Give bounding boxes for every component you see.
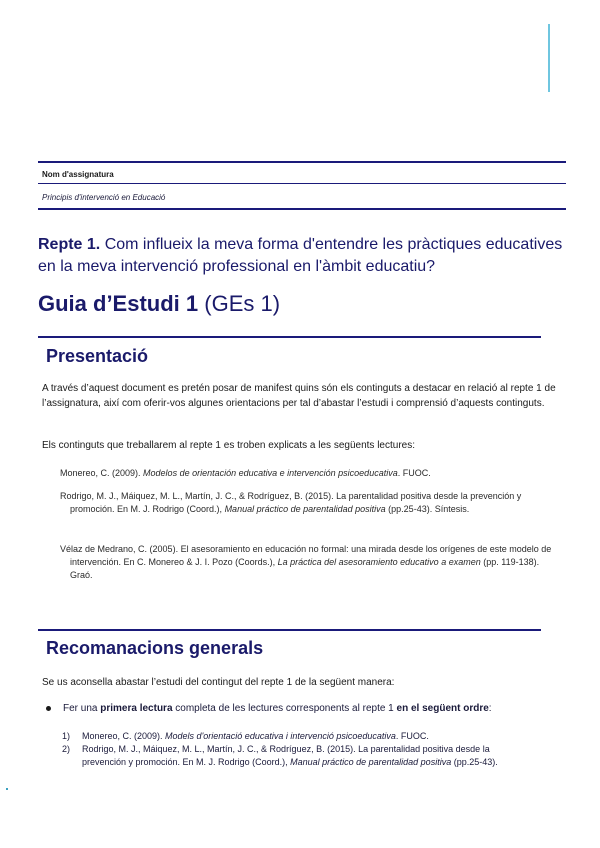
reference-title: Manual práctico de parentalidad positiva: [224, 504, 386, 514]
recommendations-intro: Se us aconsella abastar l’estudi del contingut del repte 1 de la següent manera:: [42, 677, 395, 688]
reference-text: Monereo, C. (2009).: [60, 468, 144, 478]
accent-bar: [548, 24, 550, 92]
reference-item: [60, 490, 554, 516]
bullet-text: completa de les lectures corresponents al repte 1: [172, 703, 397, 714]
ordered-text: (pp.25-43).: [451, 757, 498, 767]
ordered-text: Rodrigo, M. J., Máiquez, M. L., Martín, J. C., & Rodríguez, B. (2015). La parentalidad positiva desde la: [82, 744, 490, 754]
bullet-emphasis: en el següent ordre: [396, 703, 489, 714]
challenge-heading: [38, 234, 568, 278]
header-rule-bottom: [38, 208, 566, 210]
reference-title: Modelos de orientación educativa e intervención psicoeducativa: [143, 468, 398, 478]
reference-title: La práctica del asesoramiento educativo a examen: [277, 557, 481, 567]
guide-title-bold: Guia d’Estudi 1: [38, 291, 199, 316]
ordered-item: [62, 730, 562, 743]
header-rule-top: [38, 161, 566, 163]
reference-item: [60, 467, 550, 480]
presentation-lead: Els continguts que treballarem al repte 1 es troben explicats a les següents lectures:: [42, 440, 415, 451]
ordered-list: [62, 730, 562, 769]
section-rule-presentation: [38, 336, 541, 338]
course-label: Nom d'assignatura: [42, 170, 114, 179]
reference-text: Vélaz de Medrano, C. (2005). El asesoramiento en educación no formal: una mirada desde los orígenes de este modelo de intervención. En C. Monereo & J. I. Pozo (Coords.),: [60, 544, 552, 567]
ordered-title: Manual práctico de parentalidad positiva: [290, 757, 452, 767]
course-name: Principis d'intervenció en Educació: [42, 193, 166, 202]
header-rule-mid: [38, 183, 566, 184]
reference-text: (pp. 119-138). Graó.: [70, 557, 540, 580]
bullet-text: :: [488, 703, 492, 714]
challenge-text: Com influeix la meva forma d'entendre les pràctiques educatives en la meva intervenció professional en l'àmbit educatiu?: [38, 236, 563, 275]
section-rule-recommendations: [38, 629, 541, 631]
reference-item: [60, 543, 554, 582]
ordered-text: . FUOC.: [395, 731, 429, 741]
ordered-text: prevención y promoción. En M. J. Rodrigo (Coord.),: [82, 757, 291, 767]
challenge-prefix: Repte 1.: [38, 236, 101, 253]
ordered-item: [62, 743, 562, 769]
scan-mark: [6, 788, 8, 790]
recommendations-title: Recomanacions generals: [46, 638, 264, 658]
ordered-number: 2): [62, 744, 71, 754]
reference-text: . FUOC.: [397, 468, 431, 478]
reference-text: (pp.25-43). Síntesis.: [385, 504, 470, 514]
ordered-title: Models d'orientació educativa i intervenció psicoeducativa: [165, 731, 396, 741]
ordered-number: 1): [62, 731, 71, 741]
presentation-title: Presentació: [46, 346, 149, 366]
bullet-item: [46, 703, 566, 714]
ordered-text: Monereo, C. (2009).: [82, 731, 166, 741]
reference-text: Rodrigo, M. J., Máiquez, M. L., Martín, J. C., & Rodríguez, B. (2015). La parentalidad positiva desde la prevención y promoción. En M. J. Rodrigo (Coord.),: [60, 491, 522, 514]
bullet-dot-icon: [46, 706, 51, 711]
guide-title: [38, 291, 280, 317]
guide-title-rest: (GEs 1): [204, 291, 281, 316]
bullet-text: Fer una: [63, 703, 101, 714]
bullet-emphasis: primera lectura: [100, 703, 173, 714]
presentation-intro: A través d’aquest document es pretén posar de manifest quins són els continguts a destacar en relació al repte 1 de l’assignatura, així com oferir-vos algunes orientacions per tal d’abastar l’estudi i comprensió d’aquests continguts.: [42, 383, 556, 409]
